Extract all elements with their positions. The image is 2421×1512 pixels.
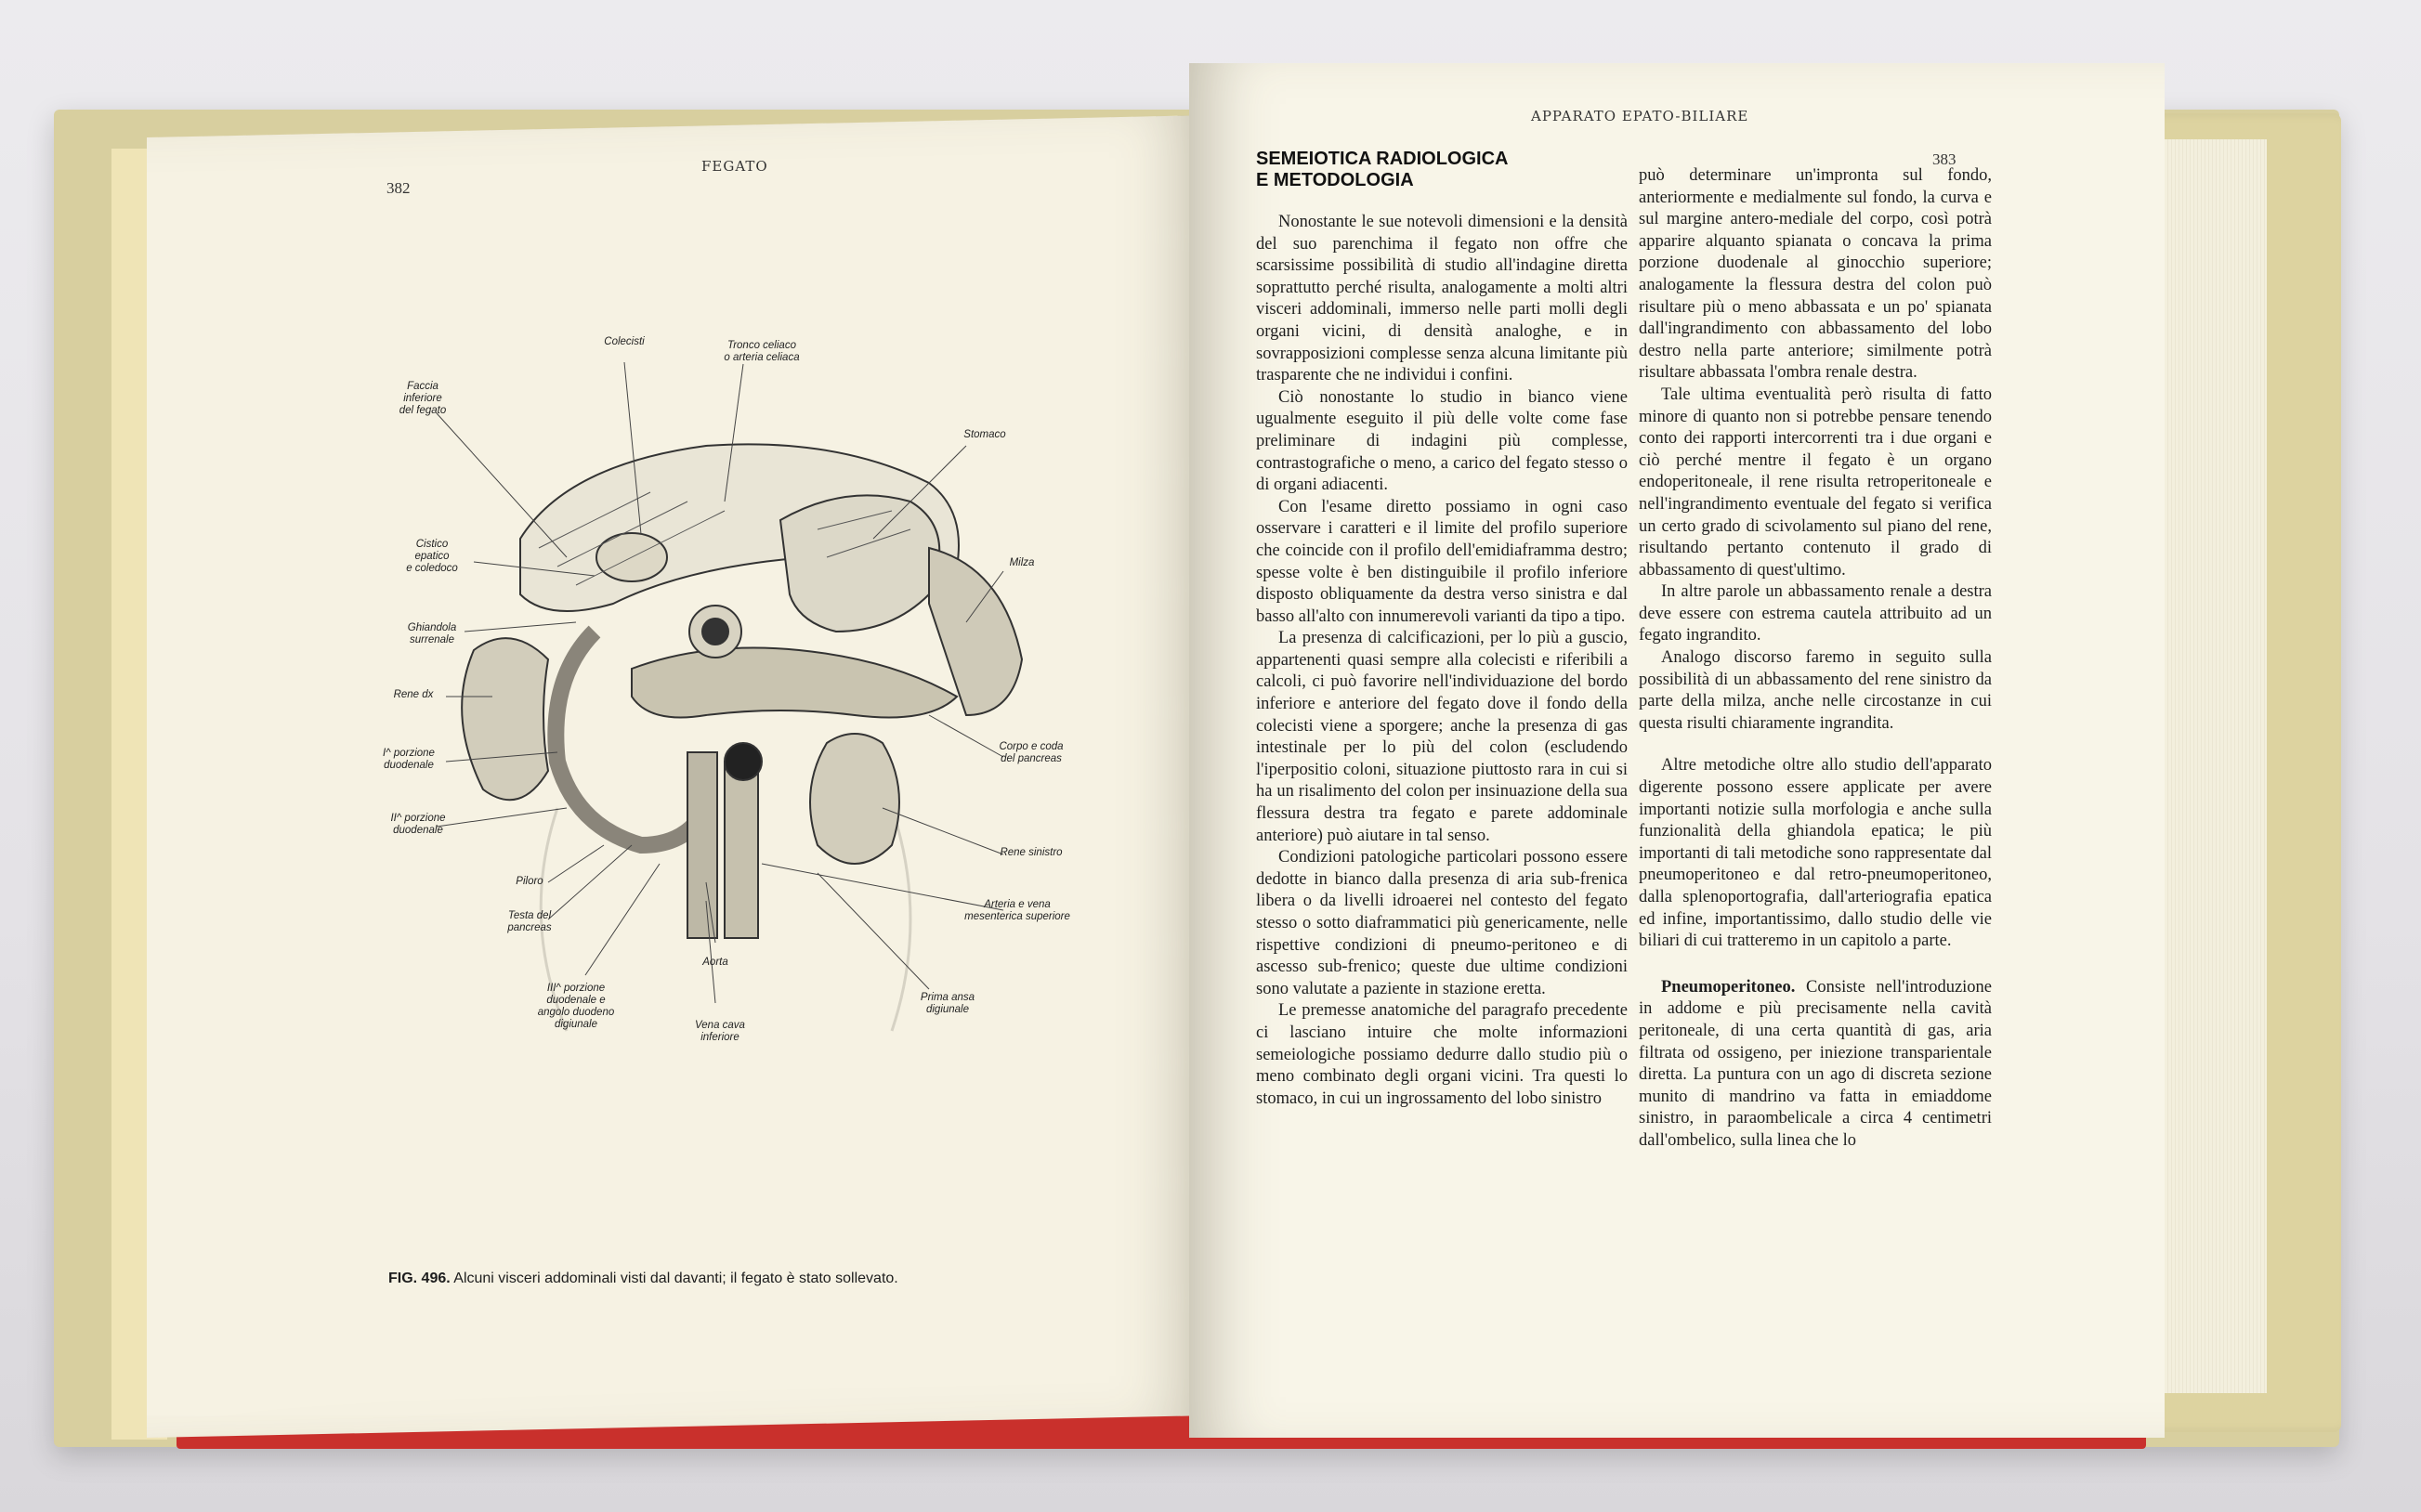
label-stomaco: Stomaco bbox=[963, 429, 1006, 440]
label-vena-cava: Vena cava inferiore bbox=[695, 1020, 745, 1043]
paragraph: può determinare un'impronta sul fondo, anteriormente e medialmente sul fondo, la curva e sul margine antero-mediale del corpo, così potrà apparire alquanto spianata o concava la prima porzione duodenale al ginocchio superiore; analogamente la flessura destra del colon può risultare più o meno abbassata e un po' spianata dall'ingrandimento con abbassamento del lobo destro nella parte anteriore; similmente potrà risultare abbassata l'ombra renale destra. bbox=[1639, 166, 1992, 383]
paragraph: In altre parole un abbassamento renale a destra deve essere con estrema cautela attribuito ad un fegato ingrandito. bbox=[1639, 582, 1992, 645]
figure-caption bbox=[388, 1271, 898, 1287]
right-page-number: 383 bbox=[1932, 150, 1956, 168]
left-running-header: FEGATO bbox=[701, 158, 768, 175]
paragraph-pneumoperitoneo bbox=[1639, 977, 1992, 1153]
label-milza: Milza bbox=[1009, 557, 1035, 568]
label-prima-porzione: I^ porzione duodenale bbox=[383, 748, 435, 771]
label-ghiandola: Ghiandola surrenale bbox=[407, 622, 457, 645]
label-faccia-inferiore: Faccia inferiore del fegato bbox=[399, 381, 447, 416]
text-column-1 bbox=[1256, 212, 1628, 1110]
label-arteria-vena: Arteria e vena mesenterica superiore bbox=[964, 899, 1070, 922]
label-terza-porzione: III^ porzione duodenale e angolo duodeno digiunale bbox=[537, 983, 615, 1030]
figure-caption-text: Alcuni visceri addominali visti dal davanti; il fegato è stato sollevato. bbox=[453, 1271, 898, 1286]
label-prima-ansa: Prima ansa digiunale bbox=[920, 992, 975, 1015]
runin-text: Consiste nell'introduzione in addome e più precisamente nella cavità peritoneale, di una certa quantità di gas, aria filtrata od ossigeno, per iniezione transparientale diretta. La puntura con un ago di discreta sezione munito di mandrino va fatta in emiaddome sinistro, in paraombelicale a circa 4 centimetri dall'ombelico, sulla linea che lo bbox=[1639, 977, 1993, 1150]
section-title-line-2: E METODOLOGIA bbox=[1256, 170, 1414, 190]
paragraph: Nonostante le sue notevoli dimensioni e la densità del suo parenchima il fegato non offre che scarsissime possibilità di studio all'indagine diretta soprattutto perché risulta, analogamente a molti altri visceri addominali, immerso nelle parti molli degli organi vicini, di densità analoghe, e in sovrapposizioni complesse senza alcuna limitante più trasparente che ne individui i confini. bbox=[1256, 213, 1628, 385]
label-testa-pancreas: Testa del pancreas bbox=[507, 910, 552, 933]
left-page-number: 382 bbox=[386, 179, 411, 197]
paragraph: Con l'esame diretto possiamo in ogni caso osservare i caratteri e il limite del profilo superiore che coincide con il profilo dell'emidiaframma destro; spesse volte è ben distinguibile il profilo inferiore disposto obliquamente da destra verso sinistra e dal basso all'alto con innumerevoli varianti da tipo a tipo. bbox=[1256, 497, 1628, 626]
label-piloro: Piloro bbox=[516, 876, 543, 887]
figure-caption-label: FIG. 496. bbox=[388, 1271, 451, 1286]
text-column-2 bbox=[1639, 165, 1992, 1153]
label-rene-sinistro: Rene sinistro bbox=[1000, 847, 1063, 858]
paragraph: Ciò nonostante lo studio in bianco viene ugualmente eseguito il più delle volte come fase preliminare di indagini più complesse, contrastografiche o meno, a carico del fegato stesso o di organi adiacenti. bbox=[1256, 387, 1628, 495]
label-tronco-celiaco: Tronco celiaco o arteria celiaca bbox=[724, 340, 800, 363]
runin-title: Pneumoperitoneo. bbox=[1661, 977, 1796, 997]
label-rene-dx: Rene dx bbox=[393, 689, 434, 700]
section-title bbox=[1256, 149, 1508, 191]
section-title-line-1: SEMEIOTICA RADIOLOGICA bbox=[1256, 149, 1509, 169]
paragraph: Le premesse anatomiche del paragrafo precedente ci lasciano intuire che molte informazioni semeiologiche possiamo dedurre dallo studio più o meno combinato degli organi vicini. Tra questi lo stomaco, in cui un ingrossamento del lobo sinistro bbox=[1256, 1001, 1628, 1108]
label-colecisti: Colecisti bbox=[604, 336, 645, 347]
right-running-header: APPARATO EPATO-BILIARE bbox=[1531, 108, 1749, 124]
anatomy-figure bbox=[383, 325, 1078, 1049]
paragraph: Tale ultima eventualità però risulta di fatto minore di quanto non si potrebbe pensare tenendo conto dei rapporti intercorrenti tra i due organi e ciò perché mentre il fegato è un organo endoperitoneale, il rene risulta retroperitoneale e nell'ingrandimento eventuale del fegato si verifica un certo grado di scivolamento sul piano del rene, risultando pertanto contenuto il grado di abbassamento di quest'ultimo. bbox=[1639, 385, 1992, 580]
label-cistico: Cistico epatico e coledoco bbox=[406, 539, 458, 574]
paragraph: Condizioni patologiche particolari possono essere dedotte in bianco dalla presenza di aria sub-frenica libera o da livelli idroaerei nel contesto del fegato stesso o sotto diaframmatici più genericamente, nelle rispettive condizioni di pneumo-peritoneo e di ascesso sub-frenico; queste due ultime condizioni sono valutate a paziente in stazione eretta. bbox=[1256, 848, 1628, 998]
paragraph: La presenza di calcificazioni, per lo più a guscio, appartenenti quasi sempre alla colecisti e riferibili a calcoli, ci può favorire nell'individuazione del bordo inferiore e anteriore del fegato dove il fondo della colecisti viene a sporgere; anche la presenza di gas intestinale per lo più del colon (escludendo l'iperpositio coloni, situazione piuttosto rara in cui si ha un risalimento del colon per insinuazione della sua flessura destra tra fegato e parete addominale anteriore) può aiutare in tal senso. bbox=[1256, 629, 1628, 845]
label-corpo-coda: Corpo e coda del pancreas bbox=[999, 741, 1064, 764]
label-seconda-porzione: II^ porzione duodenale bbox=[390, 813, 446, 836]
paragraph: Altre metodiche oltre allo studio dell'apparato digerente possono essere applicate per avere importanti notizie sulla morfologia e anche sulla funzionalità della ghiandola epatica; le più importanti di tali metodiche sono rappresentate dal pneumoperitoneo e dal retro-pneumoperitoneo, dalla splenoportografia, dall'arteriografia epatica ed infine, importantissimo, dallo studio delle vie biliari di cui tratteremo in un capitolo a parte. bbox=[1639, 756, 1992, 951]
paragraph: Analogo discorso faremo in seguito sulla possibilità di un abbassamento del rene sinistro da parte della milza, anche nelle circostanze in cui questa risulti chiaramente ingrandita. bbox=[1639, 648, 1992, 733]
label-aorta: Aorta bbox=[702, 957, 728, 968]
